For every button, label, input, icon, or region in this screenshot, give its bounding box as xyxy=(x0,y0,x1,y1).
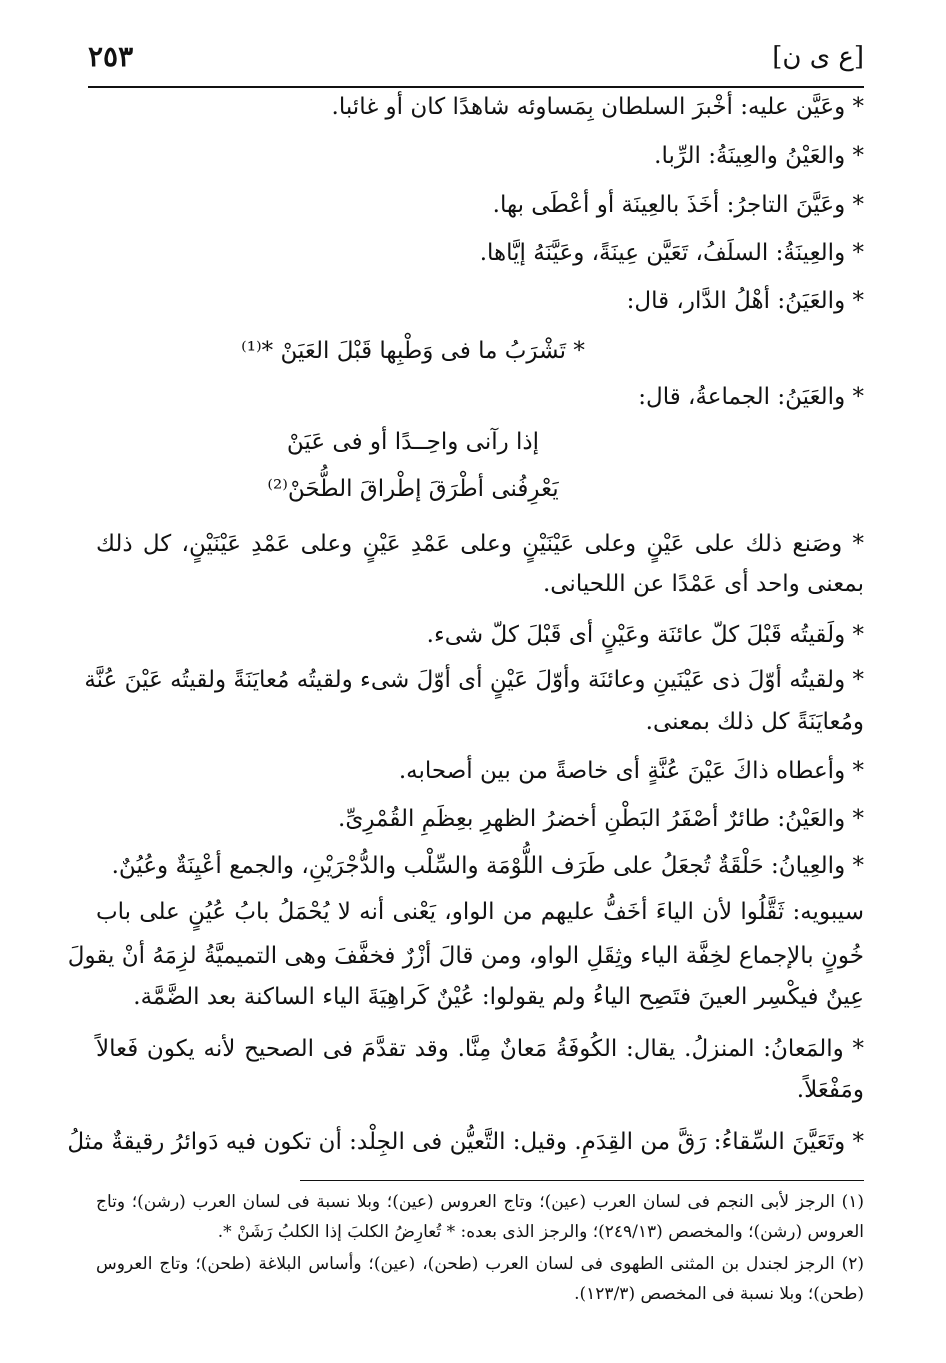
text-line: * والعِينَةُ: السلَفُ، تَعَيَّن عِينَةً، وعَيَّنَهُ إيَّاها. xyxy=(479,240,864,266)
text-line: * والعَيَنُ: الجماعةُ، قال: xyxy=(638,384,864,410)
text-line: * وعَيَّن عليه: أخْبرَ السلطان بِمَساوئه شاهدًا كان أو غائبا. xyxy=(331,94,864,120)
text-line: * والعِيانُ: حَلْقَةٌ تُجعَلُ على طَرَف اللُّوْمَة والسِّلْب والدُّجْرَيْنِ، والجمع أعْيِنَةٌ وعُيُنٌ. xyxy=(111,853,864,879)
text-line: * ولَقيتُه قَبْلَ كلّ عائنَة وعَيْنٍ أى قَبْلَ كلّ شىء. xyxy=(426,622,864,648)
text-line: * والعَيْنُ: طائرٌ أصْفَرُ البَطْنِ أخضرُ الظهرِ بعِظَمِ القُمْرِىِّ. xyxy=(338,806,864,832)
footnote-line: (٢) الرجز لجندل بن المثنى الطهوى فى لسان العرب (طحن)، (عين)؛ وأساس البلاغة (طحن)؛ وتاج العروس xyxy=(96,1254,864,1274)
text-line: عِينٌ فيكْسِر العينَ فتَصِح الياءُ ولم يقولوا: عُيْنٌ كَراهِيَةَ الياء الساكنة بعد الضَّمَّة. xyxy=(133,984,864,1010)
footnote-line: (١) الرجز لأبى النجم فى لسان العرب (عين)؛ وتاج العروس (عين)؛ وبلا نسبة فى لسان العرب (رشن)؛ وتاج xyxy=(96,1192,864,1212)
text-line: * وأعطاه ذاكَ عَيْنَ عُنَّةٍ أى خاصةً من بين أصحابه. xyxy=(398,758,864,784)
verse-line: إذا رآنى واحِــدًا أو فى عَيَنْ xyxy=(286,429,540,455)
text-line: * ولقيتُه أوّلَ ذى عَيْنَينِ وعائنَة وأوّلَ عَيْنٍ أى أوّلَ شىء ولقيتُه مُعايَنَةً ولقيتُه عَيْنَ عُنَّة xyxy=(84,667,864,693)
verse-line: يَعْرِفُنى أطْرَقَ إطْراقَ الطُّحَنْ⁽²⁾ xyxy=(267,476,559,502)
text-line: * والعَيْنُ والعِينَةُ: الرِّبا. xyxy=(654,143,864,169)
text-line: ومَفْعَلاً. xyxy=(796,1077,864,1103)
text-line: ومُعايَنَةً كل ذلك بمعنى. xyxy=(645,709,864,735)
text-line: سيبويه: ثَقَّلُوا لأن الياءَ أخَفُّ عليهم من الواو، يَعْنى أنه لا يُحْمَلُ بابُ عُيُنٍ على باب xyxy=(96,899,864,925)
page-header xyxy=(88,36,864,88)
text-line: * وصَنع ذلك على عَيْنٍ وعلى عَيْنَيْنٍ وعلى عَمْدِ عَيْنٍ وعلى عَمْدِ عَيْنَيْنٍ، كل ذلك xyxy=(96,531,864,557)
footnote-line: العروس (رشن)؛ والمخصص (٢٤٩/١٣)؛ والرجز الذى بعده: * تُعارِضُ الكلبَ إذا الكلبُ رَشَنْ *. xyxy=(217,1222,864,1242)
footnote-divider xyxy=(300,1180,864,1181)
text-line: بمعنى واحد أى عَمْدًا عن اللحيانى. xyxy=(542,571,864,597)
root-heading: [ع ى ن] xyxy=(772,42,864,72)
text-line: * وتَعَيَّنَ السِّقاءُ: رَقَّ من القِدَمِ. وقيل: التَّعيُّن فى الجِلْد: أن تكون فيه دَوائرُ رقيقةٌ مثلُ xyxy=(67,1129,864,1155)
text-line: * والعَيَنُ: أهْلُ الدَّار، قال: xyxy=(626,288,864,314)
text-line: * وعَيَّنَ التاجرُ: أخَذَ بالعِينَة أو أعْطَى بها. xyxy=(492,192,864,218)
text-line: * والمَعانُ: المنزلُ. يقال: الكُوفَةُ مَعانٌ مِنَّا. وقد تقدَّمَ فى الصحيح لأنه يكون فَعالاً xyxy=(96,1036,864,1062)
text-line: خُونٍ بالإجماع لخِفَّة الياء وثِقَلِ الواو، ومن قالَ أزْرٌ فخفَّفَ وهى التميميَّةُ لزِمَهُ أنْ يقولَ xyxy=(67,943,864,969)
footnote-line: (طحن)؛ وبلا نسبة فى المخصص (١٢٣/٣). xyxy=(574,1284,864,1304)
page-number: ٢٥٣ xyxy=(88,40,134,73)
verse-line: * تَشْرَبُ ما فى وَطْبِها قَبْلَ العَيَنْ *⁽¹⁾ xyxy=(241,338,585,364)
